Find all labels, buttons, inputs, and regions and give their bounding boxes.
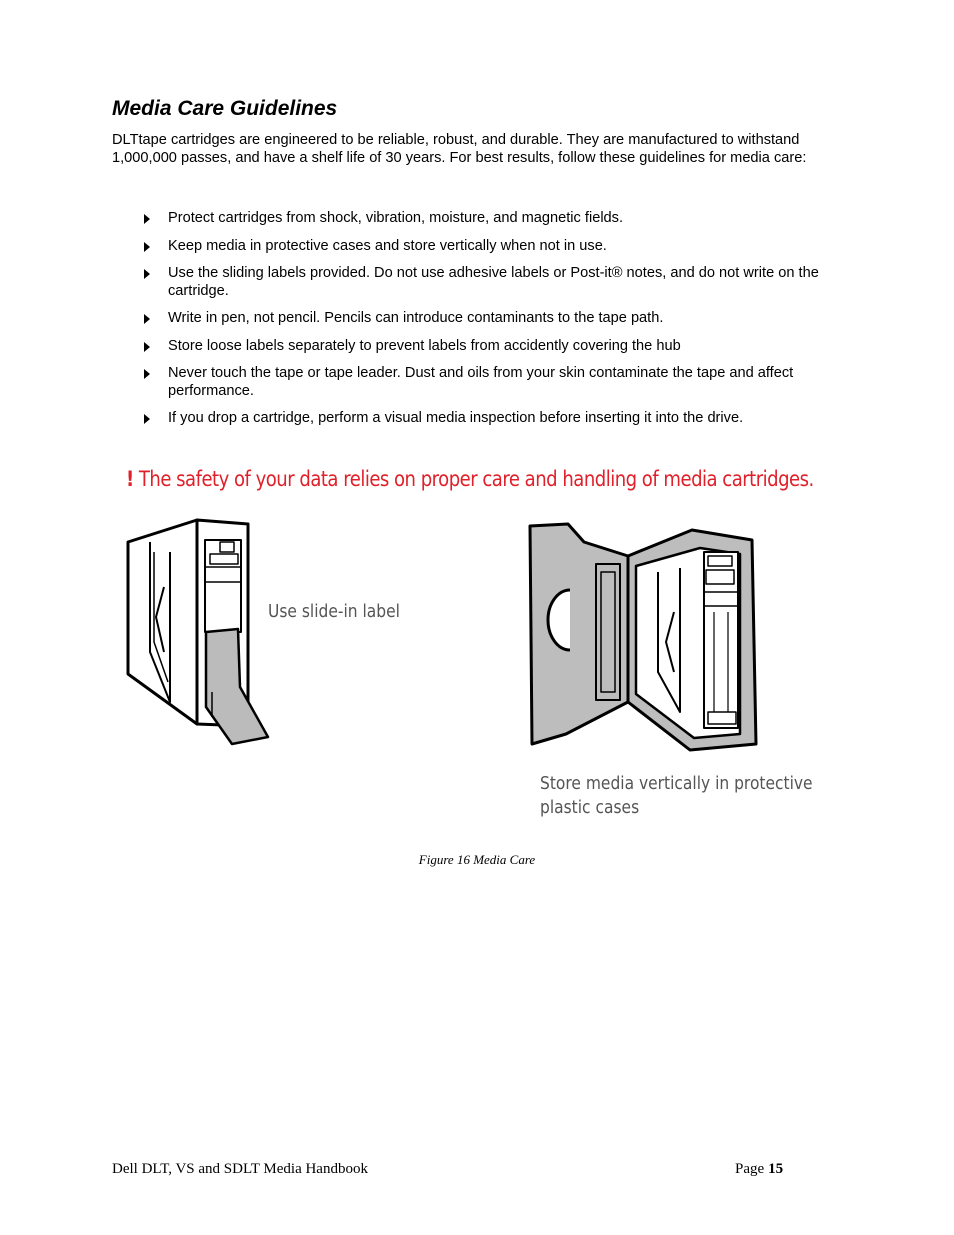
- page-label: Page: [735, 1161, 765, 1177]
- storage-caption-line2: plastic cases: [540, 797, 640, 818]
- storage-caption-line1: Store media vertically in protective: [540, 773, 813, 794]
- warning-banner: [126, 464, 814, 494]
- footer-page-number: [735, 1161, 783, 1178]
- cartridge-with-label-image: [128, 520, 268, 744]
- list-item: Keep media in protective cases and store vertically when not in use.: [140, 237, 845, 255]
- page-number: 15: [768, 1161, 784, 1177]
- cartridge-in-case-image: [530, 524, 756, 750]
- guidelines-list: [140, 209, 845, 427]
- intro-paragraph: DLTtape cartridges are engineered to be reliable, robust, and durable. They are manufactured to withstand 1,000,000 passes, and have a shelf life of 30 years. For best results, follow these guidelines for media care:: [112, 132, 807, 166]
- bullet-arrow-icon: [144, 269, 150, 279]
- footer-doc-title: Dell DLT, VS and SDLT Media Handbook: [112, 1161, 368, 1177]
- bullet-arrow-icon: [144, 342, 150, 352]
- list-item: Store loose labels separately to prevent labels from accidently covering the hub: [140, 337, 845, 355]
- bullet-arrow-icon: [144, 314, 150, 324]
- list-item: If you drop a cartridge, perform a visual media inspection before inserting it into the drive.: [140, 409, 845, 427]
- warning-icon: !: [126, 467, 134, 491]
- bullet-arrow-icon: [144, 369, 150, 379]
- list-item: Never touch the tape or tape leader. Dust and oils from your skin contaminate the tape and affect performance.: [140, 364, 845, 400]
- section-title: Media Care Guidelines: [112, 97, 338, 120]
- figure-caption: Figure 16 Media Care: [418, 852, 536, 867]
- list-item: Write in pen, not pencil. Pencils can introduce contaminants to the tape path.: [140, 309, 845, 327]
- list-item: Protect cartridges from shock, vibration, moisture, and magnetic fields.: [140, 209, 845, 227]
- slide-in-label-caption: Use slide-in label: [268, 601, 400, 622]
- bullet-arrow-icon: [144, 242, 150, 252]
- warning-text: The safety of your data relies on proper care and handling of media cartridges.: [138, 467, 814, 491]
- bullet-arrow-icon: [144, 214, 150, 224]
- list-item: Use the sliding labels provided. Do not use adhesive labels or Post-it® notes, and do not write on the cartridge.: [140, 264, 845, 300]
- media-care-illustration: [120, 512, 840, 832]
- bullet-arrow-icon: [144, 414, 150, 424]
